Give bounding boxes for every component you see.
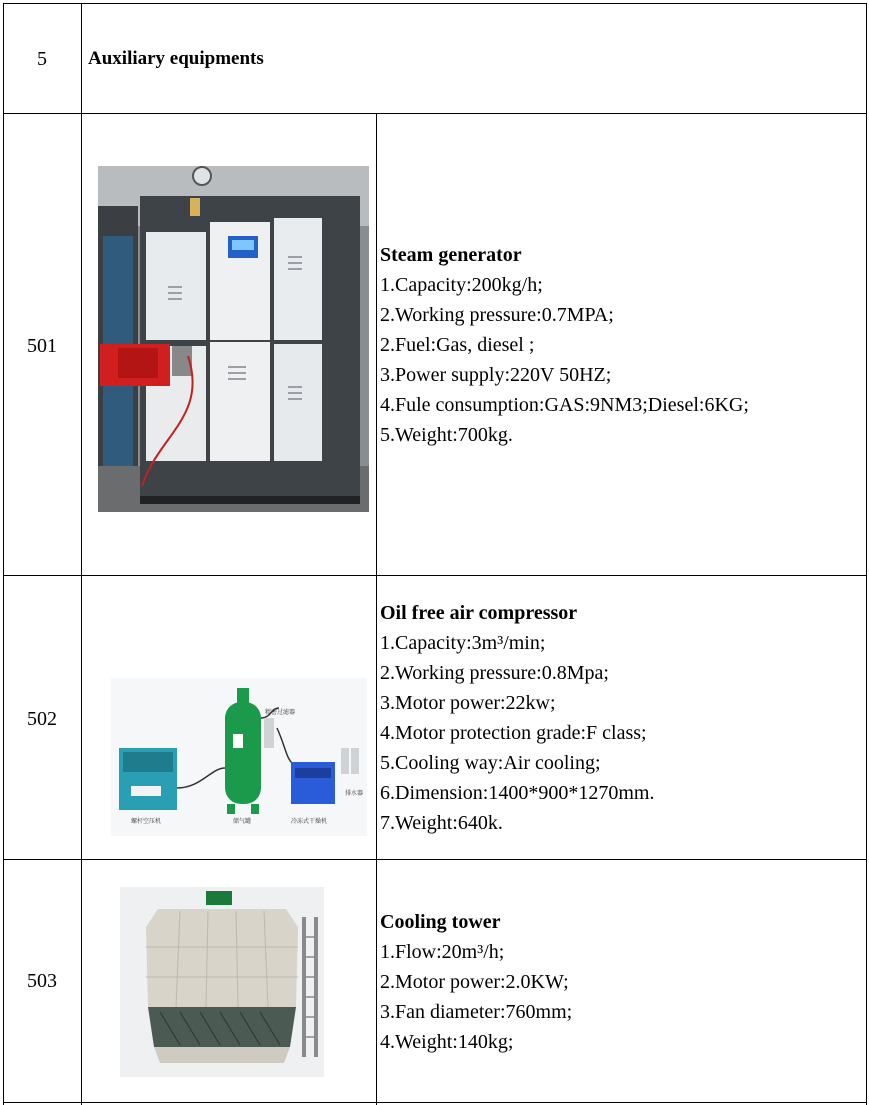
spec-block	[380, 598, 654, 838]
spec-line: 3.Motor power:22kw;	[380, 692, 556, 714]
col-divider-2	[376, 113, 377, 1105]
spec-line: 2.Motor power:2.0KW;	[380, 971, 569, 993]
spec-line: 5.Weight:700kg.	[380, 424, 513, 446]
section-title: Auxiliary equipments	[88, 48, 264, 69]
steam-generator-photo	[98, 166, 369, 512]
air-compressor-photo	[111, 678, 367, 836]
item-title: Steam generator	[380, 244, 522, 266]
table-border-top	[3, 3, 867, 4]
col-divider-1	[81, 3, 82, 1105]
spec-line: 1.Capacity:3m³/min;	[380, 632, 546, 654]
spec-line: 6.Dimension:1400*900*1270mm.	[380, 782, 655, 804]
row-divider	[3, 1102, 867, 1103]
photo-label: 冷冻式干燥机	[291, 818, 328, 825]
spec-line: 4.Weight:140kg;	[380, 1031, 514, 1053]
table-border-right	[866, 3, 867, 1105]
item-title: Oil free air compressor	[380, 602, 578, 624]
photo-label: 储气罐	[233, 818, 252, 825]
spec-line: 5.Cooling way:Air cooling;	[380, 752, 601, 774]
section-number: 5	[37, 48, 47, 70]
photo-label: 螺杆空压机	[131, 818, 162, 825]
item-number: 503	[27, 970, 57, 992]
spec-line: 2.Working pressure:0.7MPA;	[380, 304, 614, 326]
spec-line: 4.Motor protection grade:F class;	[380, 722, 647, 744]
spec-line: 1.Flow:20m³/h;	[380, 941, 505, 963]
spec-line: 2.Working pressure:0.8Mpa;	[380, 662, 609, 684]
cooling-tower-photo	[120, 887, 324, 1077]
spec-line: 4.Fule consumption:GAS:9NM3;Diesel:6KG;	[380, 394, 749, 416]
photo-label: 精密过滤器	[265, 709, 296, 716]
row-divider	[3, 575, 867, 576]
spec-line: 7.Weight:640k.	[380, 812, 503, 834]
table-border-left	[3, 3, 4, 1105]
spec-line: 3.Power supply:220V 50HZ;	[380, 364, 612, 386]
item-number: 501	[27, 335, 57, 357]
spec-line: 1.Capacity:200kg/h;	[380, 274, 543, 296]
item-title: Cooling tower	[380, 911, 501, 933]
spec-block	[380, 907, 572, 1057]
row-divider	[3, 113, 867, 114]
item-number: 502	[27, 708, 57, 730]
spec-block	[380, 240, 749, 450]
photo-label: 排水器	[345, 790, 364, 797]
spec-line: 2.Fuel:Gas, diesel ;	[380, 334, 535, 356]
spec-line: 3.Fan diameter:760mm;	[380, 1001, 573, 1023]
row-divider	[3, 859, 867, 860]
